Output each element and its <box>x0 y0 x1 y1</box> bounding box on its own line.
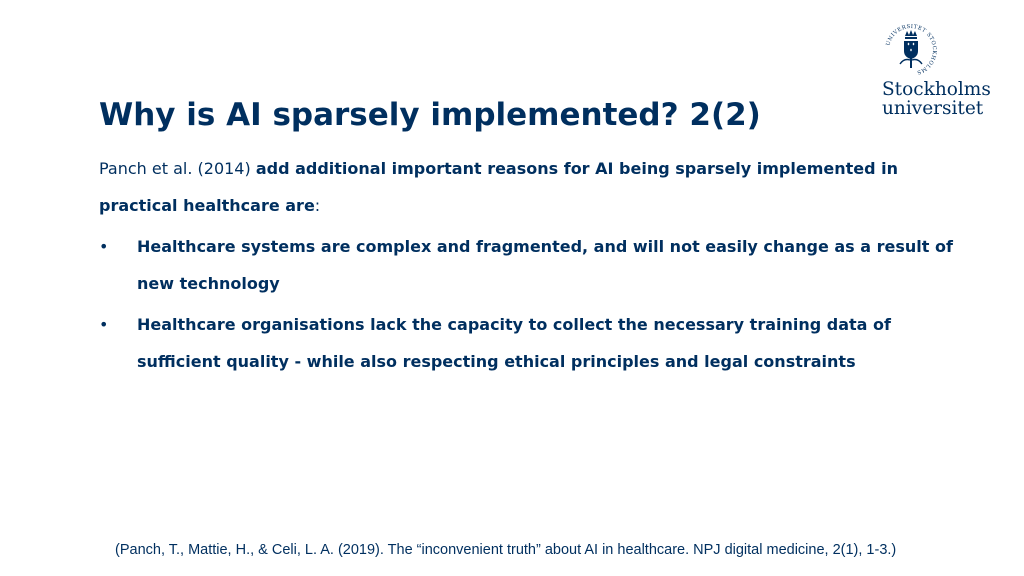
university-seal-icon <box>881 20 941 80</box>
bullet-text: Healthcare organisations lack the capacity to collect the necessary training data of sufficient quality - while also respecting ethical principles and legal constraints <box>137 315 891 371</box>
intro-trailing: : <box>314 196 321 215</box>
university-logo <box>878 20 998 120</box>
seal-text: UNIVERSITET STOCKHOLMS <box>885 23 938 76</box>
bullet-item <box>99 228 959 302</box>
bullet-list <box>99 228 959 380</box>
university-name-line2: universitet <box>882 98 984 119</box>
intro-bold-text: add additional important reasons for AI being sparsely implemented in practical healthcare are <box>99 159 899 215</box>
university-name-line1: Stockholms <box>882 79 991 100</box>
university-name <box>882 80 991 118</box>
slide-body <box>99 150 959 384</box>
intro-citation: Panch et al. (2014) <box>99 159 256 178</box>
bullet-mark: • <box>99 237 109 256</box>
slide-title: Why is AI sparsely implemented? 2(2) <box>99 96 761 133</box>
bullet-text: Healthcare systems are complex and fragmented, and will not easily change as a result of new technology <box>137 237 953 293</box>
bullet-item <box>99 306 959 380</box>
reference-citation: (Panch, T., Mattie, H., & Celi, L. A. (2019). The “inconvenient truth” about AI in healthcare. NPJ digital medicine, 2(1), 1-3.) <box>115 542 897 558</box>
intro-paragraph <box>99 150 959 224</box>
bullet-mark: • <box>99 315 109 334</box>
